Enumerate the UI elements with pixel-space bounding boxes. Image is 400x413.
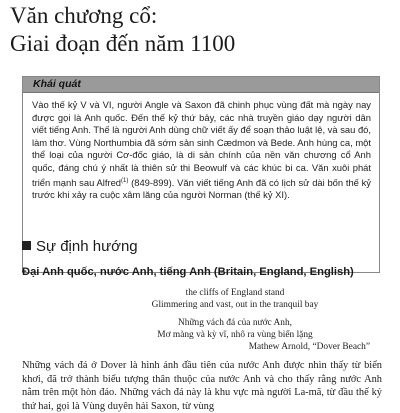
epigraph-poem	[100, 287, 370, 353]
section-heading	[22, 238, 378, 256]
poem-line-vi-2: Mơ màng và kỳ vĩ, nhô ra vùng biển lặng	[157, 330, 313, 340]
poem-line-en-1: the cliffs of England stand	[185, 288, 285, 298]
summary-text-main: Vào thế kỷ V và VI, người Angle và Saxon đã chinh phục vùng đất mà ngày nay được gọi là Anh quốc. Đến thế kỷ thứ bảy, các nhà truyền giáo dạy người dân viết tiếng Anh. Thế là người Anh dùng chữ viết ấy để soạn thảo luật lệ, và sau đó, làm thơ. Vùng Northumbia đã sớm sản sinh Cædmon và Bede. Anh hùng ca, một thể loại của người Cơ-đốc giáo, là di sản chính của nền văn chương cổ Anh quốc, đáng chú ý nhất là thiên sử thi Beowulf và các khúc bi ca. Văn xuôi phát triển mạnh sau Alfred	[32, 99, 371, 188]
summary-text	[23, 93, 379, 202]
summary-text-end: (849-899). Văn viết tiếng Anh đã có lịch sử dài bốn thế kỷ trước khi xảy ra cuộc xâm lăng của người Norman (thế kỷ XI).	[32, 176, 371, 201]
poem-line-en-2: Glimmering and vast, out in the tranquil bay	[151, 300, 319, 310]
section-heading-label: Sự định hướng	[36, 238, 138, 255]
poem-line-vi-1: Những vách đá của nước Anh,	[177, 318, 293, 328]
title-line-1: Văn chương cổ:	[10, 3, 158, 28]
page-title	[10, 2, 390, 58]
subheading: Đại Anh quốc, nước Anh, tiếng Anh (Britain, England, English)	[22, 266, 354, 278]
footnote-marker: (1)	[121, 177, 129, 184]
title-line-2: Giai đoạn đến năm 1100	[10, 31, 236, 56]
poem-attribution: Mathew Arnold, “Dover Beach”	[248, 342, 370, 352]
body-paragraph: Những vách đá ở Dover là hình ảnh đầu tiên của nước Anh được nhìn thấy từ biển khơi, đã trở thành biểu tượng thân thuộc của nước Anh và cho thấy rằng nước Anh nằm trên một hòn đảo. Những vách đá này là khu vực mà người La-mã, từ đầu thế kỷ thứ hai, gọi là Vùng duyên hải Saxon, từ vùng	[22, 360, 382, 412]
square-bullet-icon	[22, 241, 31, 250]
summary-header: Khái quát	[23, 77, 379, 93]
